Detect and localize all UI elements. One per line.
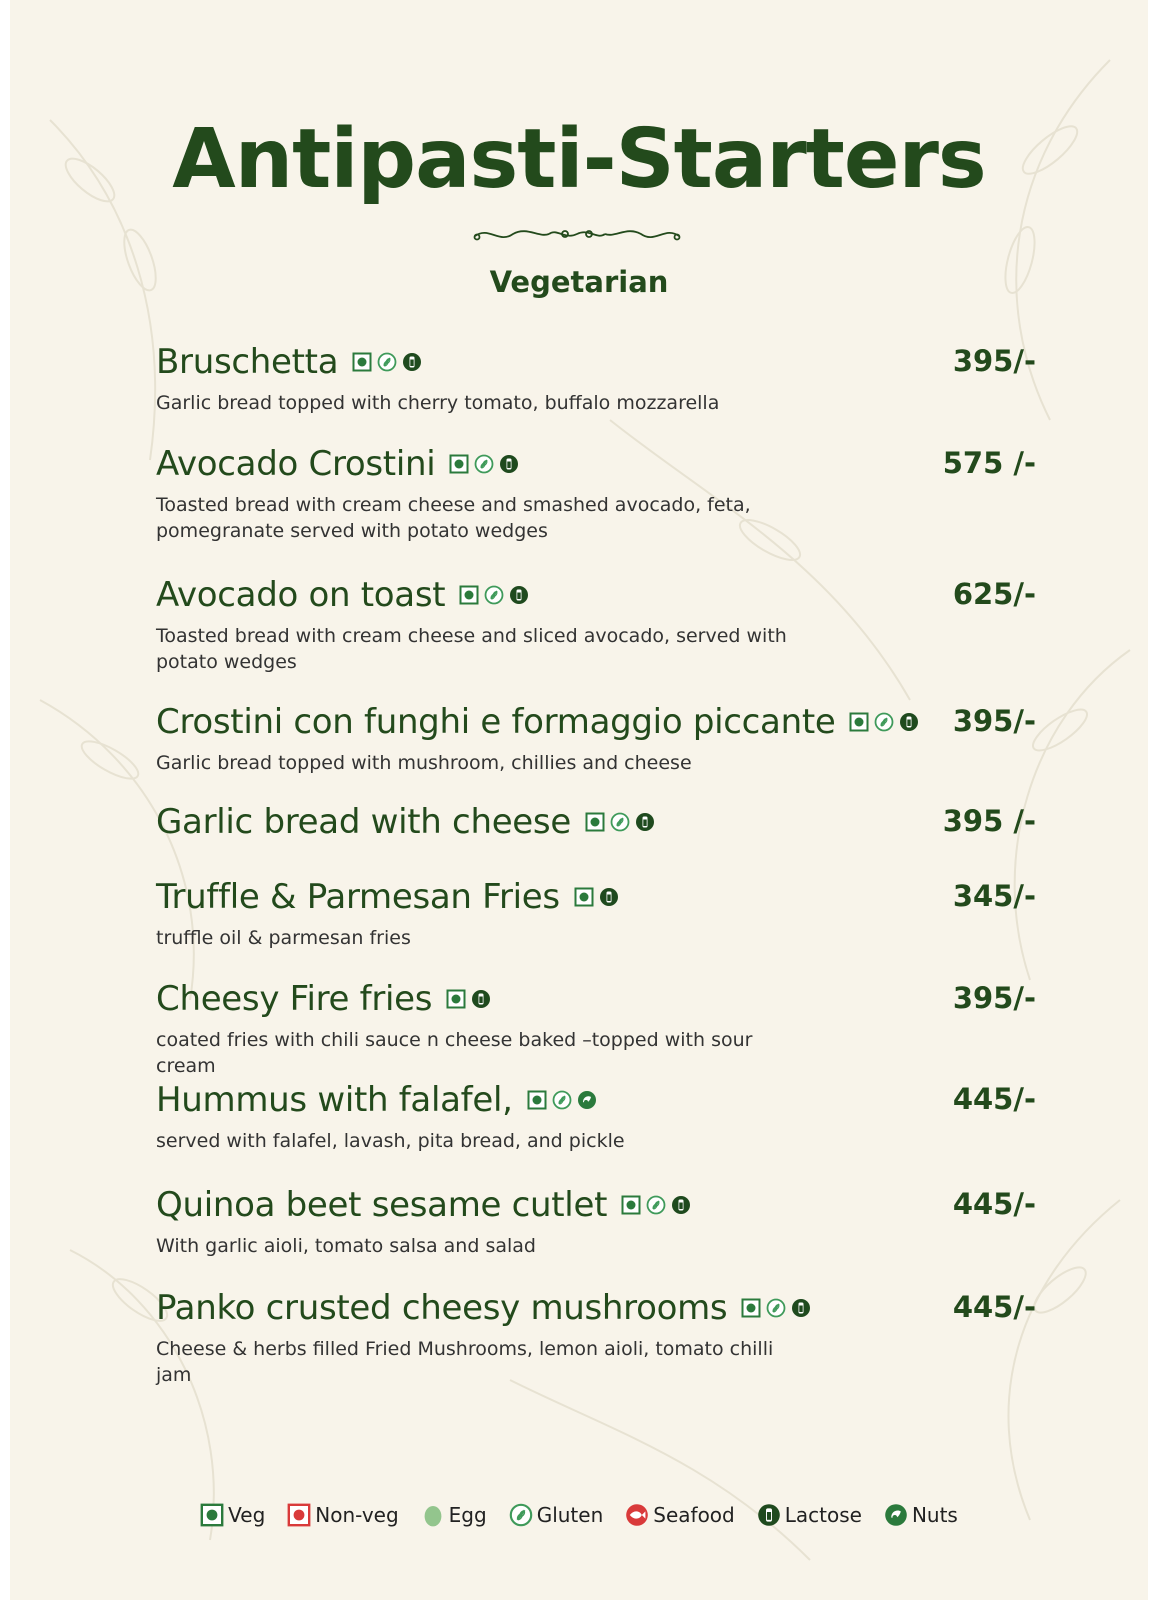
legend-item [200,1503,265,1527]
menu-item [156,442,1036,544]
ornament-divider [469,224,685,246]
egg-icon [421,1503,445,1527]
menu-item [156,1286,1036,1388]
menu-item-description: Garlic bread topped with cherry tomato, buffalo mozzarella [156,392,720,414]
legend-label: Nuts [911,1503,958,1527]
menu-item-description: With garlic aioli, tomato salsa and salad [156,1235,536,1257]
menu-item [156,1183,1036,1259]
menu-page [10,0,1148,1600]
menu-item [156,340,1036,416]
veg-icon [352,352,372,372]
menu-item-name: Hummus with falafel, [156,1080,513,1120]
gluten-icon [474,454,494,474]
menu-item-header [156,1183,1036,1227]
menu-item-description: Toasted bread with cream cheese and sliced avocado, served with potato wedges [156,625,787,673]
dietary-icons [352,352,422,372]
legend-item [757,1503,862,1527]
menu-item-header [156,442,1036,486]
lactose-icon [899,712,919,732]
menu-item-price: 445/- [952,1082,1036,1116]
menu-item-price: 395/- [952,704,1036,738]
menu-item-name: Avocado on toast [156,575,446,615]
dietary-icons [849,712,919,732]
lactose-icon [791,1298,811,1318]
gluten-icon [874,712,894,732]
dietary-icons [449,454,519,474]
menu-item [156,800,1036,844]
menu-item-header [156,977,1036,1021]
nuts-icon [577,1090,597,1110]
legend-item [509,1503,604,1527]
dietary-icons [585,812,655,832]
dietary-icons [621,1195,691,1215]
lactose-icon [509,585,529,605]
dietary-icons [459,585,529,605]
menu-item-header [156,700,1036,744]
menu-item-price: 575 /- [942,446,1036,480]
nonveg-icon [287,1503,311,1527]
legend-label: Non-veg [315,1503,399,1527]
legend-item [421,1503,487,1527]
veg-icon [849,712,869,732]
legend-label: Veg [228,1503,266,1527]
dietary-legend [10,1503,1148,1527]
menu-item [156,573,1036,675]
menu-item-name: Avocado Crostini [156,444,436,484]
page-title: Antipasti-Starters [172,112,986,207]
menu-item-description: coated fries with chili sauce n cheese baked –topped with sour cream [156,1029,753,1077]
menu-item-description: served with falafel, lavash, pita bread, and pickle [156,1130,625,1152]
menu-item-header [156,1078,1036,1122]
menu-item-price: 395 /- [942,804,1036,838]
gluten-icon [766,1298,786,1318]
veg-icon [527,1090,547,1110]
menu-item-description: Cheese & herbs filled Fried Mushrooms, lemon aioli, tomato chilli jam [156,1338,774,1386]
menu-item-description: Toasted bread with cream cheese and smashed avocado, feta, pomegranate served with potato wedges [156,494,751,542]
veg-icon [200,1503,224,1527]
menu-item-name: Quinoa beet sesame cutlet [156,1185,608,1225]
veg-icon [741,1298,761,1318]
menu-item-header [156,800,1036,844]
veg-icon [449,454,469,474]
menu-item-price: 345/- [952,879,1036,913]
gluten-icon [610,812,630,832]
menu-item-price: 625/- [952,577,1036,611]
menu-item-header [156,340,1036,384]
menu-item-price: 395/- [952,981,1036,1015]
menu-item-header [156,573,1036,617]
veg-icon [585,812,605,832]
lactose-icon [757,1503,781,1527]
veg-icon [574,887,594,907]
section-heading: Vegetarian [489,265,669,299]
lactose-icon [402,352,422,372]
lactose-icon [471,989,491,1009]
legend-item [625,1503,734,1527]
lactose-icon [499,454,519,474]
gluten-icon [484,585,504,605]
veg-icon [446,989,466,1009]
menu-item-header [156,1286,1036,1330]
dietary-icons [574,887,619,907]
legend-label: Seafood [653,1503,735,1527]
gluten-icon [552,1090,572,1110]
nuts-icon [884,1503,908,1527]
gluten-icon [509,1503,533,1527]
seafood-icon [625,1503,649,1527]
legend-label: Gluten [536,1503,604,1527]
menu-item [156,1078,1036,1154]
veg-icon [459,585,479,605]
menu-item-name: Panko crusted cheesy mushrooms [156,1288,728,1328]
menu-item-price: 445/- [952,1290,1036,1324]
menu-item-description: truffle oil & parmesan fries [156,927,411,949]
legend-label: Lactose [784,1503,862,1527]
lactose-icon [671,1195,691,1215]
menu-item-description: Garlic bread topped with mushroom, chillies and cheese [156,752,692,774]
menu-item-price: 395/- [952,344,1036,378]
menu-item [156,875,1036,951]
menu-item-name: Garlic bread with cheese [156,802,571,842]
lactose-icon [599,887,619,907]
menu-item-name: Crostini con funghi e formaggio piccante [156,702,836,742]
dietary-icons [527,1090,597,1110]
dietary-icons [741,1298,811,1318]
menu-item [156,977,1036,1079]
legend-label: Egg [448,1503,487,1527]
menu-item-name: Cheesy Fire fries [156,979,433,1019]
gluten-icon [377,352,397,372]
menu-item-name: Bruschetta [156,342,339,382]
dietary-icons [446,989,491,1009]
menu-item-price: 445/- [952,1187,1036,1221]
gluten-icon [646,1195,666,1215]
legend-item [287,1503,398,1527]
veg-icon [621,1195,641,1215]
menu-item-header [156,875,1036,919]
menu-item-name: Truffle & Parmesan Fries [156,877,560,917]
menu-item [156,700,1036,776]
lactose-icon [635,812,655,832]
legend-item [884,1503,958,1527]
